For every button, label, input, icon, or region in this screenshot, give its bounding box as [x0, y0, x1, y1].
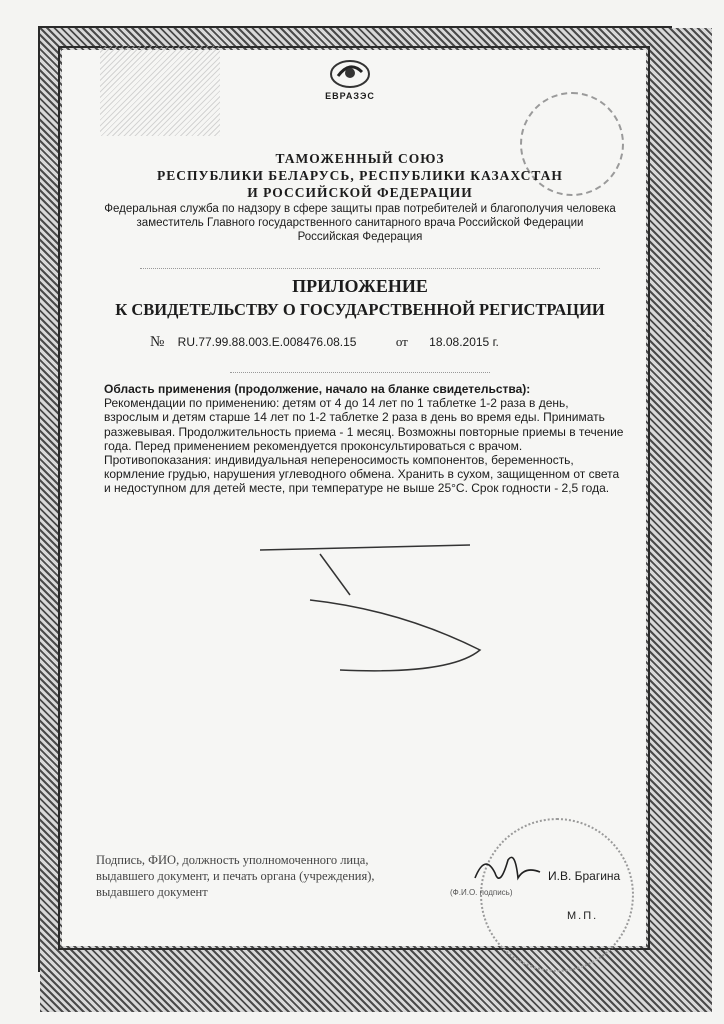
- signature-icon: [470, 848, 550, 892]
- signer-name: И.В. Брагина: [548, 869, 621, 883]
- header-union: ТАМОЖЕННЫЙ СОЮЗ: [275, 151, 445, 166]
- number-label: №: [150, 334, 165, 350]
- logo-text: ЕВРАЗЭС: [325, 91, 375, 101]
- header-agency: Федеральная служба по надзору в сфере защиты прав потребителей и благополучия человека: [104, 203, 616, 215]
- body-content: Рекомендации по применению: детям от 4 до 14 лет по 1 таблетке 1-2 раза в день, взрослым и детям старше 14 лет по 1-2 таблетке 2 раза в день во время еды. Принимать разжевывая. Продолжительность приема - 1 месяц. Возможны повторные приемы в течение года. Перед применением рекомендуется проконсультироваться с врачом. Противопоказания: индивидуальная непереносимость компонентов, беременность, кормление грудью, нарушения углеводного обмена. Хранить в сухом, защищенном от света и недоступном для детей месте, при температуре не выше 25°С. Срок годности - 2,5 года.: [104, 396, 624, 496]
- guilloche-pattern: [100, 46, 220, 136]
- title-appendix: ПРИЛОЖЕНИЕ: [292, 276, 428, 296]
- header-country: Российская Федерация: [297, 231, 423, 243]
- document-header: [90, 150, 630, 244]
- body-text: [104, 382, 624, 496]
- header-republics: РЕСПУБЛИКИ БЕЛАРУСЬ, РЕСПУБЛИКИ КАЗАХСТАН: [157, 168, 563, 183]
- header-federation: И РОССИЙСКОЙ ФЕДЕРАЦИИ: [247, 185, 473, 200]
- registration-number: RU.77.99.88.003.Е.008476.08.15: [177, 335, 357, 349]
- header-deputy: заместитель Главного государственного санитарного врача Российской Федерации: [136, 217, 584, 229]
- divider-line-2: [230, 372, 490, 373]
- body-lead: Область применения (продолжение, начало на бланке свидетельства):: [104, 382, 531, 396]
- handwritten-line: [250, 540, 510, 690]
- stamp-placeholder: М.П.: [567, 910, 599, 922]
- registration-date: 18.08.2015 г.: [429, 335, 499, 349]
- date-label: от: [395, 334, 408, 349]
- eurasec-logo: [312, 56, 388, 108]
- signer-caption: (Ф.И.О. подпись): [450, 888, 513, 897]
- title-certificate: К СВИДЕТЕЛЬСТВУ О ГОСУДАРСТВЕННОЙ РЕГИСТРАЦИИ: [115, 300, 605, 319]
- emblem-icon: [328, 56, 372, 90]
- signature-caption: Подпись, ФИО, должность уполномоченного лица, выдавшего документ, и печать органа (учреждения), выдавшего документ: [96, 853, 375, 899]
- registration-line: [150, 334, 630, 351]
- divider-line: [140, 268, 600, 269]
